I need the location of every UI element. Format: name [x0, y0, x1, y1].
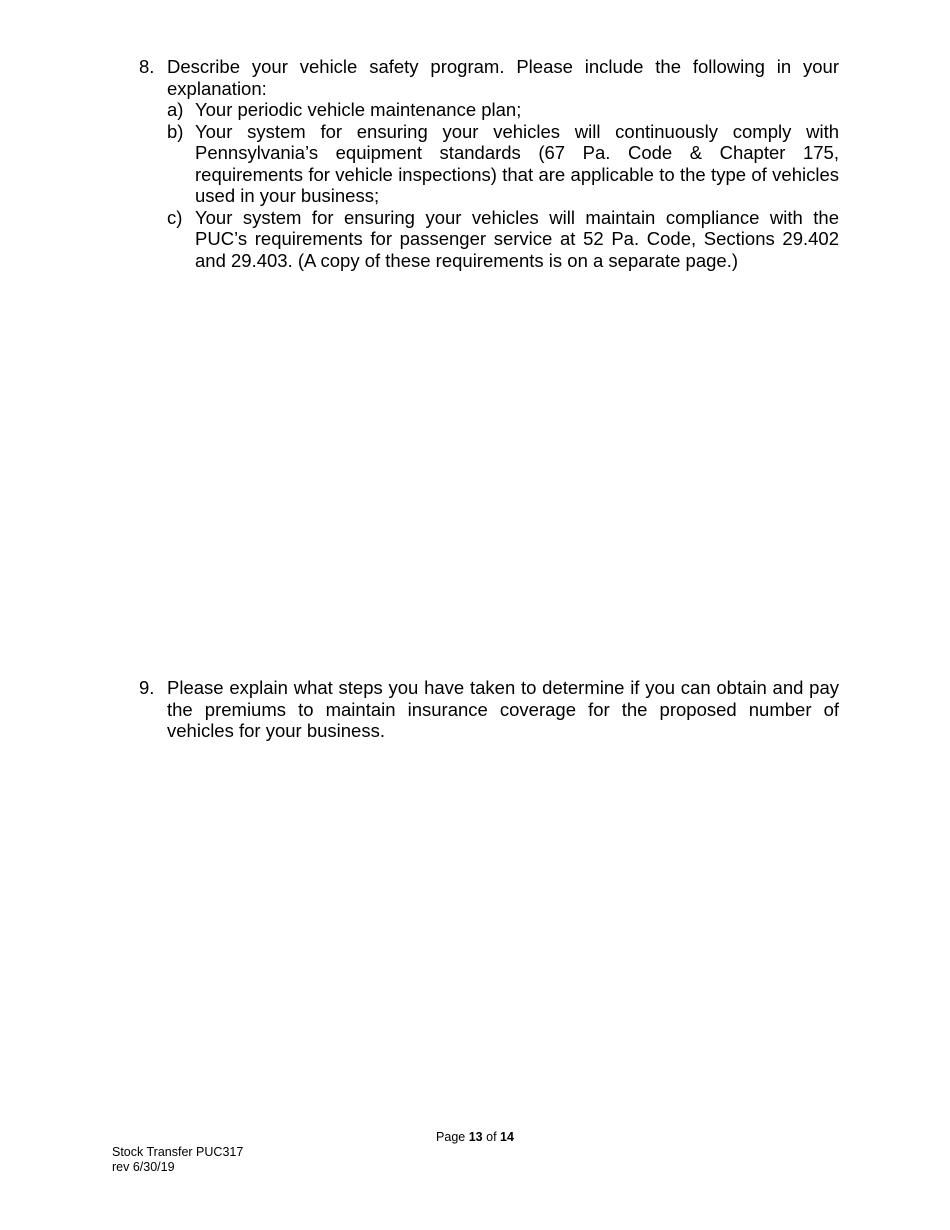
- question-9-row: [139, 677, 839, 742]
- question-9-text: Please explain what steps you have taken to determine if you can obtain and pay the premiums to maintain insurance coverage for the proposed number of vehicles for your business.: [167, 677, 839, 741]
- form-revision: rev 6/30/19: [112, 1159, 175, 1174]
- page-word: Page: [436, 1130, 466, 1144]
- question-9: [139, 677, 839, 742]
- list-item-text: Your periodic vehicle maintenance plan;: [195, 99, 522, 120]
- list-item: [167, 207, 839, 272]
- list-item-label: b): [167, 120, 184, 142]
- page-of: of: [486, 1130, 497, 1144]
- list-item: [167, 99, 839, 121]
- question-8-number: 8.: [139, 56, 155, 77]
- form-name: Stock Transfer PUC317: [112, 1145, 244, 1159]
- list-item-text: Your system for ensuring your vehicles will continuously comply with Pennsylvania’s equipment standards (67 Pa. Code & Chapter 175, requirements for vehicle inspections) that are applicable to the type of vehicles used in your business;: [195, 120, 839, 206]
- list-item: [167, 121, 839, 207]
- question-9-number: 9.: [139, 677, 155, 698]
- form-info: [112, 1145, 243, 1174]
- question-8-row: [139, 56, 839, 99]
- page-current: 13: [468, 1130, 483, 1144]
- question-8: [139, 56, 839, 271]
- question-8-text: Describe your vehicle safety program. Please include the following in your explanation:: [167, 56, 839, 99]
- list-item-label: c): [167, 206, 183, 228]
- list-item-label: a): [167, 99, 184, 120]
- page-number: [0, 1130, 950, 1144]
- question-8-sublist: [167, 99, 839, 271]
- page-total: 14: [500, 1130, 514, 1144]
- list-item-text: Your system for ensuring your vehicles will maintain compliance with the PUC’s requirements for passenger service at 52 Pa. Code, Sections 29.402 and 29.403. (A copy of these requirements is on a separate page.): [195, 206, 839, 271]
